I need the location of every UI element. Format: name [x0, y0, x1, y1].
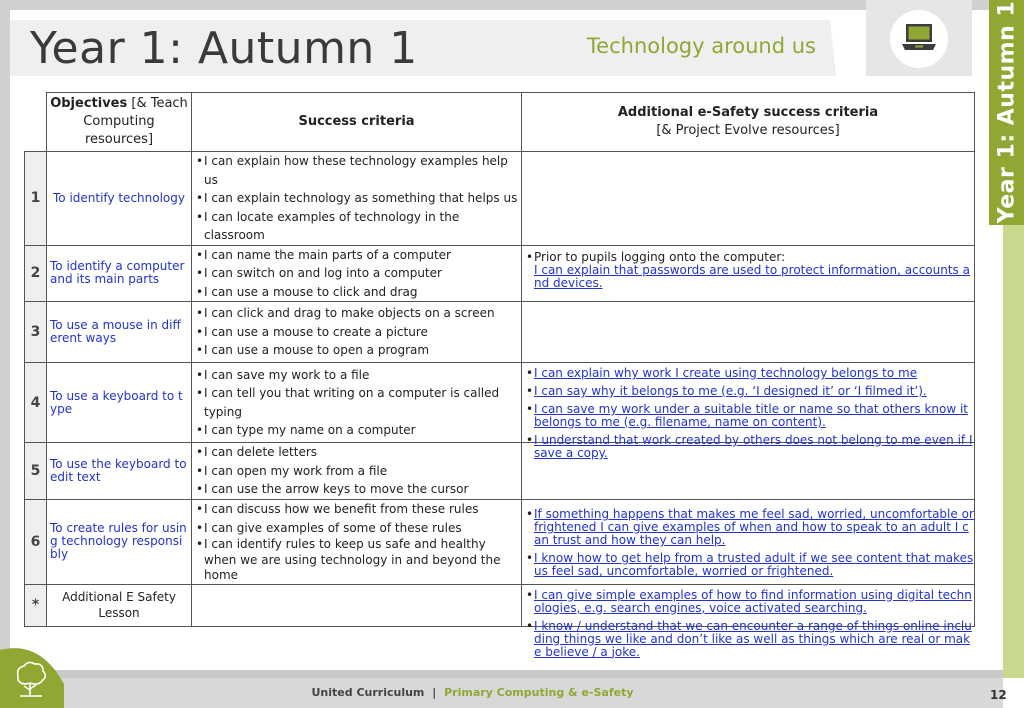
criterion: • I can use a mouse to open a program [194, 341, 521, 360]
footer-right: Primary Computing & e-Safety [444, 686, 634, 699]
success-criteria-cell [192, 443, 522, 500]
objective-link[interactable]: To use the keyboard to edit text [47, 443, 192, 500]
footer-left: United Curriculum [311, 686, 425, 699]
esafety-item [524, 367, 974, 380]
lesson-number: 6 [25, 500, 47, 585]
esafety-header-bold: Additional e-Safety success criteria [617, 105, 879, 120]
table-row [25, 152, 975, 246]
criterion: • I can discuss how we benefit from these rules [194, 500, 521, 519]
objective-link[interactable]: To identify technology [47, 152, 192, 246]
criterion: • I can explain how these technology examples help us [194, 152, 521, 189]
esafety-item [524, 589, 974, 615]
esafety-item [524, 251, 974, 290]
esafety-header-rest: [& Project Evolve resources] [656, 123, 840, 138]
criterion: • I can use a mouse to click and drag [194, 283, 521, 302]
esafety-cell [522, 584, 975, 659]
objectives-header-bold: Objectives [50, 96, 128, 111]
esafety-cell [522, 152, 975, 246]
criterion: • I can delete letters [194, 443, 521, 462]
objective-link[interactable]: To identify a computer and its main parts [47, 245, 192, 302]
esafety-cell [522, 245, 975, 302]
success-criteria-header [192, 93, 522, 152]
page-number: 12 [990, 688, 1007, 702]
criterion: • I can type my name on a computer [194, 421, 521, 440]
success-criteria-cell [192, 584, 522, 626]
objectives-header-rest: [& Teach Computing resources] [83, 96, 188, 147]
criterion: • I can explain technology as something that helps us [194, 189, 521, 208]
lesson-number: 2 [25, 245, 47, 302]
additional-lesson-label: Additional E Safety Lesson [47, 584, 192, 626]
objective-link[interactable]: To create rules for using technology responsibly [47, 500, 192, 585]
objective-link[interactable]: To use a keyboard to type [47, 363, 192, 443]
side-bar-lower [1003, 225, 1024, 678]
esafety-item [524, 385, 974, 398]
unit-title: Technology around us [586, 34, 816, 58]
esafety-link[interactable]: If something happens that makes me feel sad, worried, uncomfortable or frightened I can give examples of when and how to speak to an adult I can trust and how they can help. [534, 507, 974, 547]
side-label: Year 1: Autumn 1 [994, 0, 1020, 224]
esafety-link[interactable]: I can explain why work I create using technology belongs to me [534, 366, 918, 380]
lesson-number: 3 [25, 302, 47, 363]
esafety-cell [522, 500, 975, 585]
esafety-link[interactable]: I can save my work under a suitable title or name so that others know it belongs to me (e.g. filename, name on content). [534, 402, 969, 429]
success-criteria-cell [192, 302, 522, 363]
table-row [25, 584, 975, 626]
success-criteria-cell [192, 500, 522, 585]
esafety-link[interactable]: I know / understand that we can encounter a range of things online including things we like and don’t like as well as things which are real or make believe / a joke. [534, 618, 972, 659]
criterion: • I can identify rules to keep us safe and healthy when we are using technology in and beyond the home [194, 537, 521, 584]
esafety-header [522, 93, 975, 152]
lesson-number: * [25, 584, 47, 626]
table-row [25, 302, 975, 363]
table-row [25, 500, 975, 585]
table-row [25, 245, 975, 302]
esafety-link[interactable]: I can say why it belongs to me (e.g. ‘I designed it’ or ‘I filmed it’). [534, 384, 927, 398]
criterion: • I can click and drag to make objects on a screen [194, 304, 521, 323]
esafety-link[interactable]: I can explain that passwords are used to protect information, accounts and devices. [534, 263, 970, 291]
objective-link[interactable]: To use a mouse in different ways [47, 302, 192, 363]
esafety-item [524, 552, 974, 578]
criterion: • I can name the main parts of a computer [194, 246, 521, 265]
footer-divider [0, 670, 1003, 678]
left-strip [0, 0, 10, 670]
esafety-link[interactable]: I understand that work created by others does not belong to me even if I save a copy. [534, 433, 973, 460]
table-row [25, 363, 975, 443]
criterion: • I can use the arrow keys to move the cursor [194, 480, 521, 499]
footer-separator: | [432, 686, 437, 699]
table-header-row [25, 93, 975, 152]
criterion: • I can give examples of some of these rules [194, 519, 521, 538]
criterion: • I can switch on and log into a computer [194, 264, 521, 283]
lesson-number: 1 [25, 152, 47, 246]
success-criteria-cell [192, 245, 522, 302]
success-criteria-header-label: Success criteria [298, 114, 415, 129]
criterion: • I can save my work to a file [194, 366, 521, 385]
success-criteria-cell [192, 363, 522, 443]
top-strip [0, 0, 1003, 10]
esafety-item [524, 620, 974, 659]
lesson-number: 5 [25, 443, 47, 500]
esafety-link[interactable]: I can give simple examples of how to find information using digital technologies, e.g. search engines, voice activated searching. [534, 587, 972, 615]
esafety-cell [522, 302, 975, 363]
criterion: • I can tell you that writing on a computer is called typing [194, 384, 521, 421]
esafety-cell [522, 363, 975, 460]
esafety-intro: Prior to pupils logging onto the computer: [534, 250, 786, 265]
laptop-icon [890, 10, 948, 68]
header-blank-cell [25, 93, 47, 152]
footer-text [0, 686, 945, 699]
objectives-header [47, 93, 192, 152]
criterion: • I can use a mouse to create a picture [194, 323, 521, 342]
criterion: • I can locate examples of technology in the classroom [194, 208, 521, 245]
page-title: Year 1: Autumn 1 [30, 23, 418, 74]
success-criteria-cell [192, 152, 522, 246]
esafety-item [524, 403, 974, 429]
esafety-link[interactable]: I know how to get help from a trusted adult if we see content that makes us feel sad, uncomfortable, worried or frightened. [534, 551, 974, 578]
lesson-number: 4 [25, 363, 47, 443]
criterion: • I can open my work from a file [194, 462, 521, 481]
curriculum-table [24, 92, 975, 659]
esafety-item [524, 508, 974, 547]
esafety-item [524, 434, 974, 460]
